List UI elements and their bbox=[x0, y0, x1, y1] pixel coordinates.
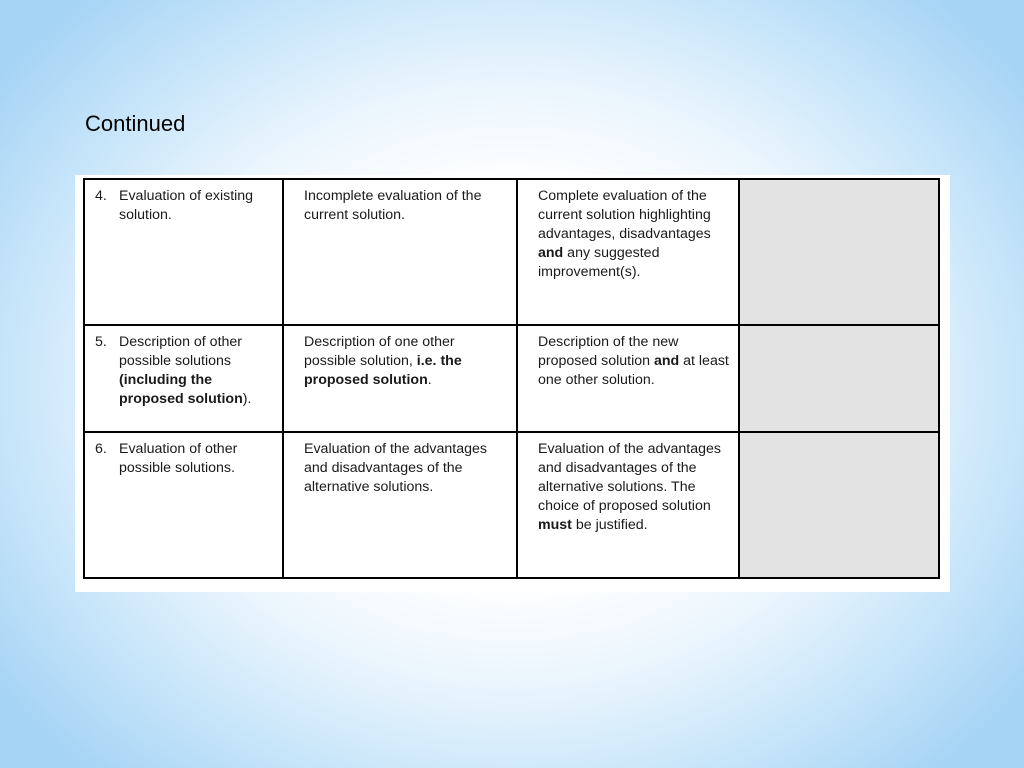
text-run: ). bbox=[242, 391, 252, 407]
text-run-bold: i.e. the proposed solution bbox=[304, 353, 462, 388]
criterion-number: 4. bbox=[95, 188, 107, 204]
criterion-text bbox=[119, 187, 274, 225]
level-1-cell bbox=[283, 179, 517, 325]
blank-score-cell bbox=[739, 432, 939, 578]
rubric-table bbox=[83, 178, 940, 579]
text-run: Evaluation of the advantages and disadvantages of the alternative solutions. bbox=[304, 441, 487, 495]
text-run: Description of the new proposed solution bbox=[538, 334, 679, 369]
level-2-cell bbox=[517, 179, 739, 325]
text-run: any suggested improvement(s). bbox=[538, 245, 660, 280]
table-row bbox=[84, 325, 939, 432]
text-run-bold: must bbox=[538, 517, 572, 533]
level-1-cell bbox=[283, 325, 517, 432]
text-run: Evaluation of existing solution. bbox=[119, 188, 254, 223]
text-run: Description of other possible solutions bbox=[119, 334, 243, 369]
criterion-text bbox=[119, 440, 274, 478]
criterion-cell bbox=[84, 432, 283, 578]
level-1-cell bbox=[283, 432, 517, 578]
text-run-bold: and bbox=[653, 353, 680, 369]
text-run: . bbox=[427, 372, 432, 388]
slide-title: Continued bbox=[85, 111, 186, 136]
level-2-cell bbox=[517, 432, 739, 578]
text-run-bold: and bbox=[538, 245, 564, 261]
text-run: Complete evaluation of the current solution highlighting advantages, disadvantages bbox=[538, 188, 711, 242]
text-run: Evaluation of other possible solutions. bbox=[119, 441, 238, 476]
criterion-text bbox=[119, 333, 274, 409]
table-row bbox=[84, 179, 939, 325]
blank-score-cell bbox=[739, 325, 939, 432]
text-run-bold: (including the proposed solution bbox=[119, 372, 243, 407]
criterion-cell bbox=[84, 325, 283, 432]
rubric-table-image bbox=[75, 175, 950, 592]
criterion-cell bbox=[84, 179, 283, 325]
blank-score-cell bbox=[739, 179, 939, 325]
text-run: at least one other solution. bbox=[538, 353, 729, 388]
table-row bbox=[84, 432, 939, 578]
text-run: Description of one other possible solution, bbox=[304, 334, 455, 369]
text-run: be justified. bbox=[571, 517, 648, 533]
criterion-number: 5. bbox=[95, 334, 107, 350]
criterion-number: 6. bbox=[95, 441, 107, 457]
text-run: Incomplete evaluation of the current solution. bbox=[304, 188, 482, 223]
text-run: Evaluation of the advantages and disadvantages of the alternative solutions. The choice of proposed solution bbox=[538, 441, 721, 514]
level-2-cell bbox=[517, 325, 739, 432]
